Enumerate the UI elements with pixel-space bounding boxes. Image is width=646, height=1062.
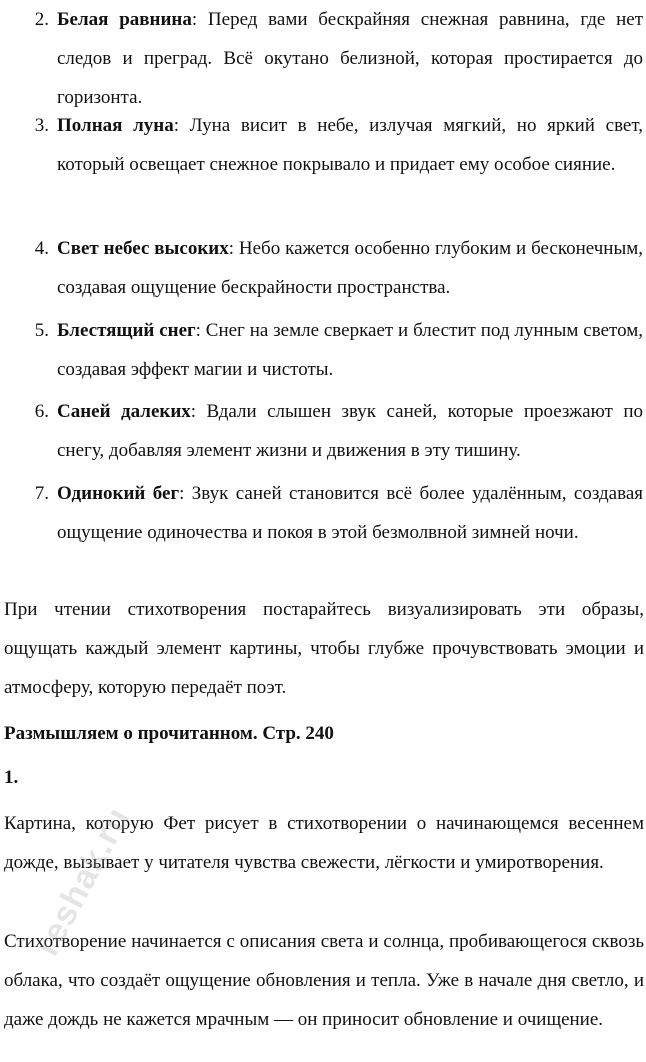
list-item-text: : Перед вами бескрайняя снежная равнина, где нет следов и преград. Всё окутано белизной, которая простирается до горизонта. [57, 9, 643, 108]
answer-paragraph: Картина, которую Фет рисует в стихотворении о начинающемся весеннем дожде, вызывает у читателя чувства свежести, лёгкости и умиротворения. [4, 813, 644, 873]
list-item-number: 2. [34, 9, 49, 30]
list-item [34, 392, 643, 470]
question-number: 1. [4, 767, 19, 788]
list-item-term: Одинокий бег [57, 483, 180, 504]
list-item [34, 106, 643, 184]
list-item-number: 7. [34, 483, 49, 504]
list-item [34, 0, 643, 117]
list-item-term: Саней далеких [57, 401, 191, 422]
list-item-term: Блестящий снег [57, 320, 196, 341]
list-item-number: 6. [34, 401, 49, 422]
list-item [34, 311, 643, 389]
list-item-number: 4. [34, 238, 49, 259]
list-item-text: : Звук саней становится всё более удалённым, создавая ощущение одиночества и покоя в этой безмолвной зимней ночи. [57, 483, 643, 543]
list-item-text: : Небо кажется особенно глубоким и бесконечным, создавая ощущение бескрайности пространства. [57, 238, 643, 298]
summary-paragraph: При чтении стихотворения постарайтесь визуализировать эти образы, ощущать каждый элемент картины, чтобы глубже прочувствовать эмоции и атмосферу, которую передаёт поэт. [4, 599, 644, 698]
list-item-term: Белая равнина [57, 9, 192, 30]
list-item-text: : Луна висит в небе, излучая мягкий, но яркий свет, который освещает снежное покрывало и придает ему особое сияние. [57, 115, 643, 175]
list-item [34, 474, 643, 552]
watermark-logo: reshak.ru [28, 800, 138, 962]
list-item [34, 229, 643, 307]
list-item-number: 5. [34, 320, 49, 341]
list-item-text: : Снег на земле сверкает и блестит под лунным светом, создавая эффект магии и чистоты. [57, 320, 643, 380]
list-item-term: Свет небес высоких [57, 238, 229, 259]
list-item-text: : Вдали слышен звук саней, которые проезжают по снегу, добавляя элемент жизни и движения в эту тишину. [57, 401, 643, 461]
section-heading: Размышляем о прочитанном. Стр. 240 [4, 723, 334, 744]
list-item-number: 3. [34, 115, 49, 136]
answer-paragraph: Стихотворение начинается с описания света и солнца, пробивающегося сквозь облака, что создаёт ощущение обновления и тепла. Уже в начале дня светло, и даже дождь не кажется мрачным — он приносит обновление и очищение. [4, 931, 644, 1030]
list-item-term: Полная луна [57, 115, 174, 136]
